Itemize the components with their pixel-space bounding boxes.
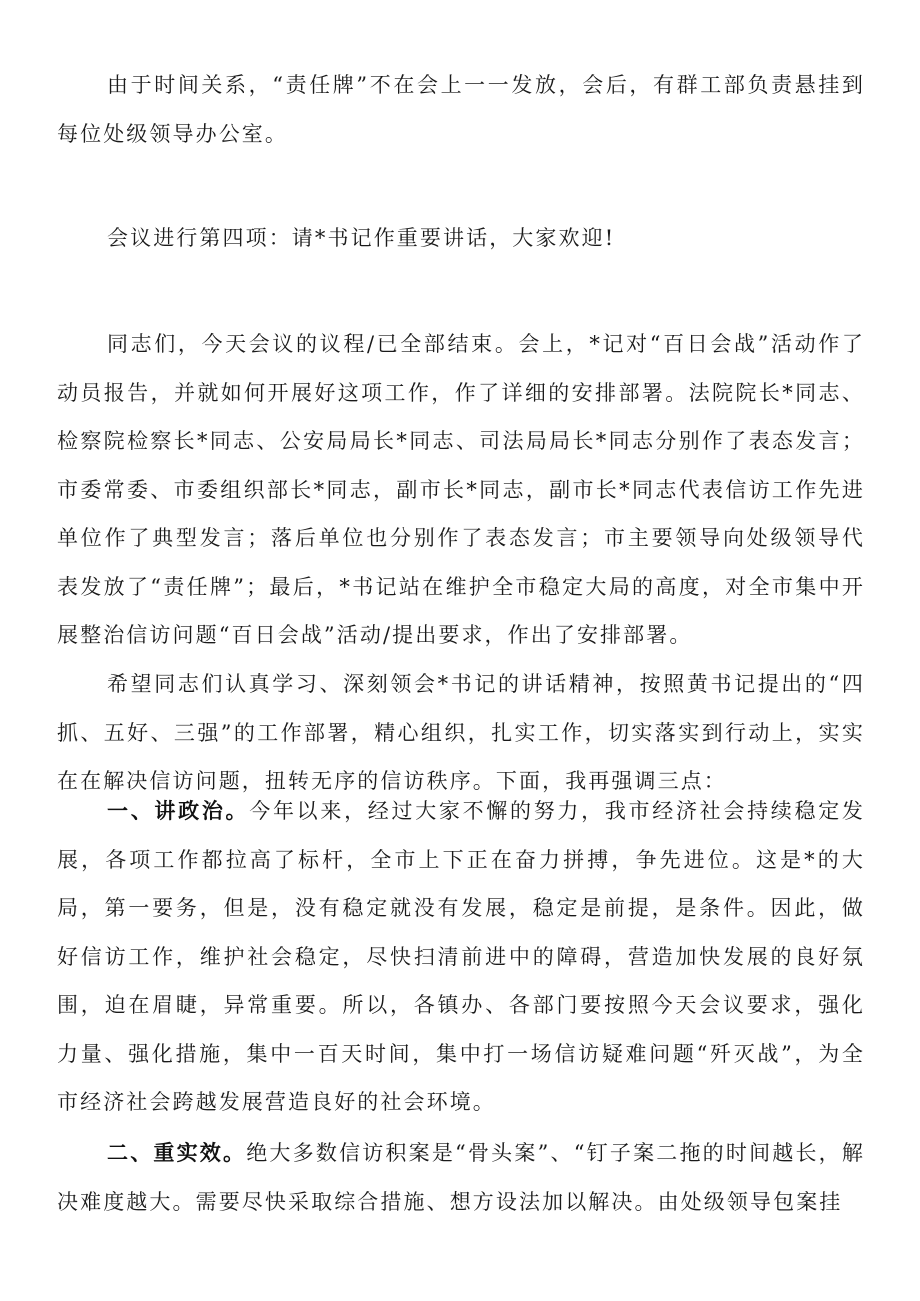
paragraph-responsibility-plaque-note (57, 61, 865, 158)
paragraph-text: 由于时间关系，“责任牌”不在会上一一发放，会后，有群工部负责悬挂到每位处级领导办公室。 (57, 73, 865, 146)
paragraph-point-one (57, 787, 865, 1127)
paragraph-study-request (57, 660, 865, 806)
paragraph-point-two (57, 1129, 865, 1226)
paragraph-text: 同志们，今天会议的议程/已全部结束。会上，*记对“百日会战”活动作了动员报告，并就如何开展好这项工作，作了详细的安排部署。法院院长*同志、检察院检察长*同志、公安局局长*同志、司法局局长*同志分别作了表态发言；市委常委、市委组织部长*同志，副市长*同志，副市长*同志代表信访工作先进单位作了典型发言；落后单位也分别作了表态发言；市主要领导向处级领导代表发放了“责任牌”；最后，*书记站在维护全市稳定大局的高度，对全市集中开展整治信访问题“百日会战”活动/提出要求，作出了安排部署。 (57, 332, 865, 647)
paragraph-text: 希望同志们认真学习、深刻领会*书记的讲话精神，按照黄书记提出的“四抓、五好、三强”的工作部署，精心组织，扎实工作，切实落实到行动上，实实在在解决信访问题，扭转无序的信访秩序。下面，我再强调三点： (57, 672, 865, 793)
section-heading: 二、重实效。 (107, 1141, 247, 1165)
section-heading: 一、讲政治。 (107, 799, 250, 823)
paragraph-text: 今年以来，经过大家不懈的努力，我市经济社会持续稳定发展，各项工作都拉高了标杆，全市上下正在奋力拼搏，争先进位。这是*的大局，第一要务，但是，没有稳定就没有发展，稳定是前提，是条件。因此，做好信访工作，维护社会稳定，尽快扫清前进中的障碍，营造加快发展的良好氛围，迫在眉睫，异常重要。所以，各镇办、各部门要按照今天会议要求，强化力量、强化措施，集中一百天时间，集中打一场信访疑难问题“歼灭战”，为全市经济社会跨越发展营造良好的社会环境。 (57, 799, 865, 1114)
paragraph-agenda-item-four (57, 214, 865, 263)
paragraph-text: 绝大多数信访积案是“骨头案”、“钉子案二拖的时间越长，解决难度越大。需要尽快采取综合措施、想方设法加以解决。由处级领导包案挂 (57, 1141, 865, 1214)
paragraph-meeting-summary (57, 320, 865, 660)
paragraph-text: 会议进行第四项：请*书记作重要讲话，大家欢迎! (107, 226, 616, 250)
